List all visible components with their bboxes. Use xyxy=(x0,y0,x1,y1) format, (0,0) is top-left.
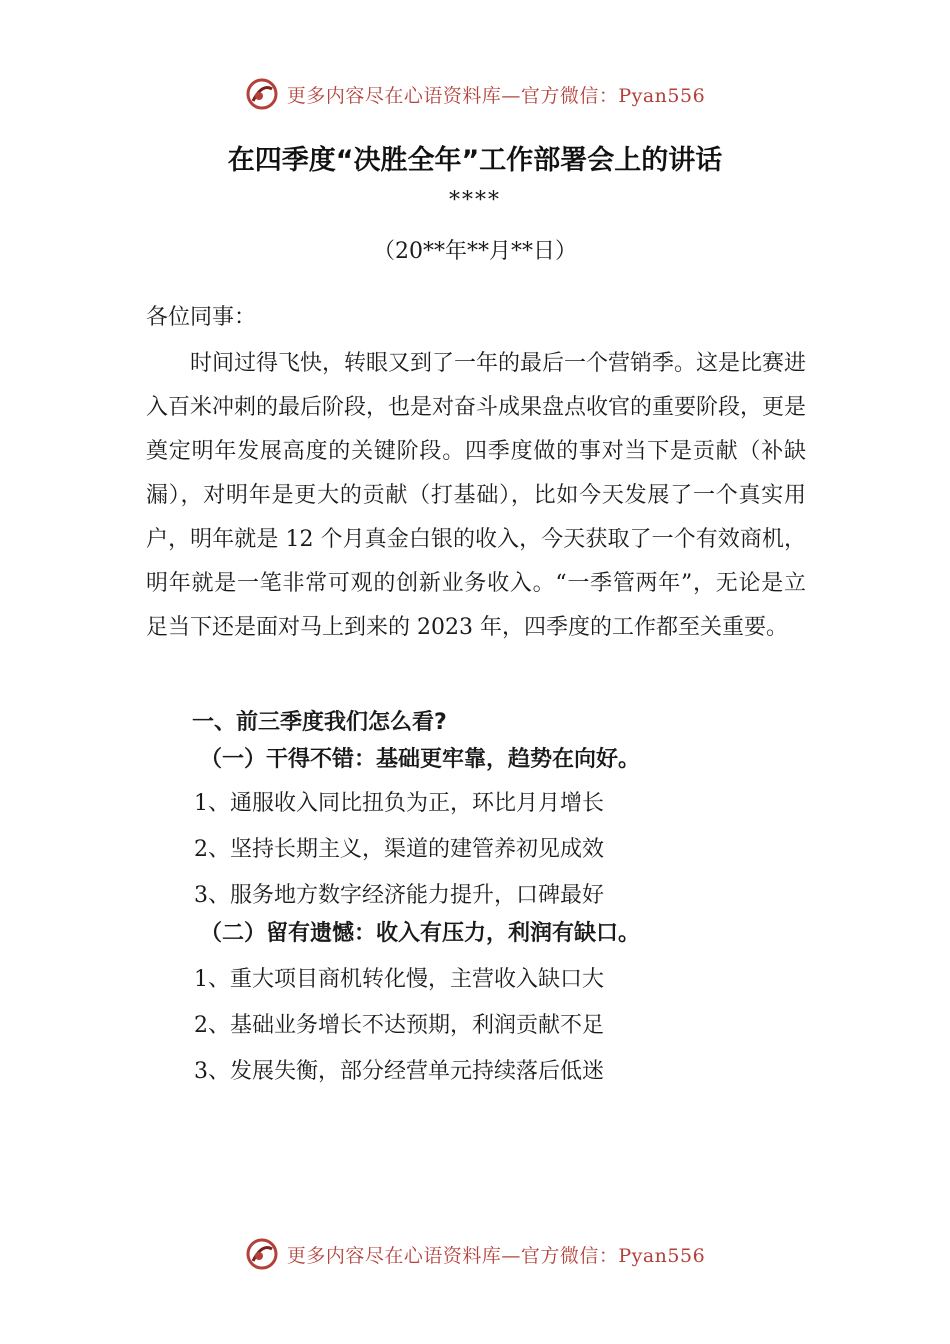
header-banner xyxy=(0,72,950,116)
body-paragraph: 时间过得飞快，转眼又到了一年的最后一个营销季。这是比赛进入百米冲刺的最后阶段，也是对奋斗成果盘点收官的重要阶段，更是奠定明年发展高度的关键阶段。四季度做的事对当下是贡献（补缺漏），对明年是更大的贡献（打基础），比如今天发展了一个真实用户，明年就是 12 个月真金白银的收入，今天获取了一个有效商机，明年就是一笔非常可观的创新业务收入。“一季管两年”，无论是立足当下还是面对马上到来的 2023 年，四季度的工作都至关重要。 xyxy=(146,351,807,640)
logo-icon xyxy=(245,1237,279,1271)
salutation: 各位同事： xyxy=(146,305,257,330)
banner-text: 更多内容尽在心语资料库—官方微信：Pyan556 xyxy=(286,84,706,107)
subsection-heading-1: （一）干得不错：基础更牢靠，趋势在向好。 xyxy=(200,747,641,772)
list-item: 3、发展失衡，部分经营单元持续落后低迷 xyxy=(194,1059,604,1084)
list-item: 3、服务地方数字经济能力提升，口碑最好 xyxy=(194,883,604,908)
list-item: 1、重大项目商机转化慢，主营收入缺口大 xyxy=(194,967,604,992)
document-date: （20**年**月**日） xyxy=(373,239,577,264)
logo-icon xyxy=(245,77,279,111)
banner-text: 更多内容尽在心语资料库—官方微信：Pyan556 xyxy=(286,1244,706,1267)
document-title: 在四季度“决胜全年”工作部署会上的讲话 xyxy=(227,145,723,176)
document-author: **** xyxy=(449,188,501,213)
subsection-heading-2: （二）留有遗憾：收入有压力，利润有缺口。 xyxy=(200,921,641,946)
list-item: 2、坚持长期主义，渠道的建管养初见成效 xyxy=(194,837,604,862)
list-item: 2、基础业务增长不达预期，利润贡献不足 xyxy=(194,1013,604,1038)
footer-banner xyxy=(0,1232,950,1276)
list-item: 1、通服收入同比扭负为正，环比月月增长 xyxy=(194,791,604,816)
section-heading: 一、前三季度我们怎么看? xyxy=(192,710,447,735)
